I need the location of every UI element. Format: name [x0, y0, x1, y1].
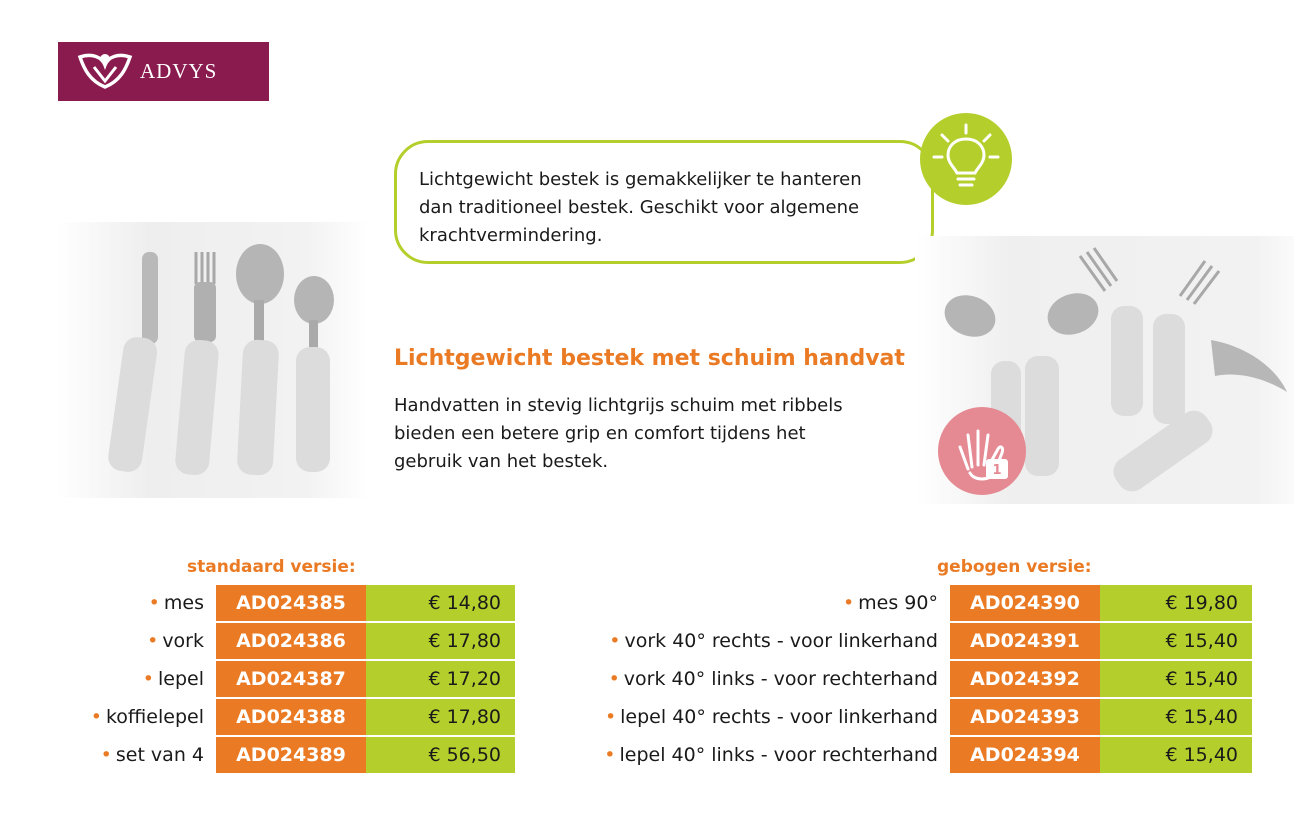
item-name: • lepel	[142, 668, 204, 690]
item-price: € 15,40	[1100, 661, 1252, 697]
advys-logo-icon	[76, 51, 134, 93]
item-code: AD024387	[216, 661, 366, 697]
item-price: € 17,20	[366, 661, 515, 697]
item-name: • vork	[147, 630, 204, 652]
item-price: € 17,80	[366, 623, 515, 659]
tip-line: krachtvermindering.	[419, 225, 603, 246]
lightbulb-icon	[920, 113, 1012, 205]
tip-line: dan traditioneel bestek. Geschikt voor algemene	[419, 197, 860, 218]
item-code: AD024388	[216, 699, 366, 735]
tip-line: Lichtgewicht bestek is gemakkelijker te hanteren	[419, 169, 862, 190]
standard-cutlery-photo	[56, 222, 368, 498]
item-code: AD024386	[216, 623, 366, 659]
item-price: € 15,40	[1100, 623, 1252, 659]
item-price: € 19,80	[1100, 585, 1252, 621]
item-code: AD024392	[950, 661, 1100, 697]
brand-logo	[58, 42, 269, 101]
description-line: bieden een betere grip en comfort tijdens het	[394, 423, 806, 444]
hand-badge-level: 1	[992, 463, 1002, 478]
tip-callout	[394, 140, 934, 264]
item-price: € 17,80	[366, 699, 515, 735]
description-line: gebruik van het bestek.	[394, 451, 609, 472]
item-code: AD024393	[950, 699, 1100, 735]
item-price: € 14,80	[366, 585, 515, 621]
item-code: AD024394	[950, 737, 1100, 773]
item-name: • lepel 40° links - voor rechterhand	[604, 744, 938, 766]
item-name: • lepel 40° rechts - voor linkerhand	[604, 706, 938, 728]
item-code: AD024389	[216, 737, 366, 773]
bent-version-label: gebogen versie:	[937, 557, 1092, 577]
item-name: • mes 90°	[842, 592, 938, 614]
item-name: • koffielepel	[90, 706, 204, 728]
item-code: AD024391	[950, 623, 1100, 659]
item-name: • vork 40° links - voor rechterhand	[608, 668, 938, 690]
item-code: AD024385	[216, 585, 366, 621]
item-price: € 56,50	[366, 737, 515, 773]
description-line: Handvatten in stevig lichtgrijs schuim met ribbels	[394, 395, 843, 416]
item-name: • vork 40° rechts - voor linkerhand	[609, 630, 938, 652]
hand-grip-level-1-icon	[938, 407, 1026, 495]
standard-version-label: standaard versie:	[187, 557, 356, 577]
product-description	[394, 392, 914, 476]
item-name: • set van 4	[100, 744, 204, 766]
brand-name: ADVYS	[140, 59, 218, 83]
item-price: € 15,40	[1100, 737, 1252, 773]
item-name: • mes	[148, 592, 204, 614]
item-price: € 15,40	[1100, 699, 1252, 735]
item-code: AD024390	[950, 585, 1100, 621]
product-title: Lichtgewicht bestek met schuim handvat	[394, 346, 905, 371]
